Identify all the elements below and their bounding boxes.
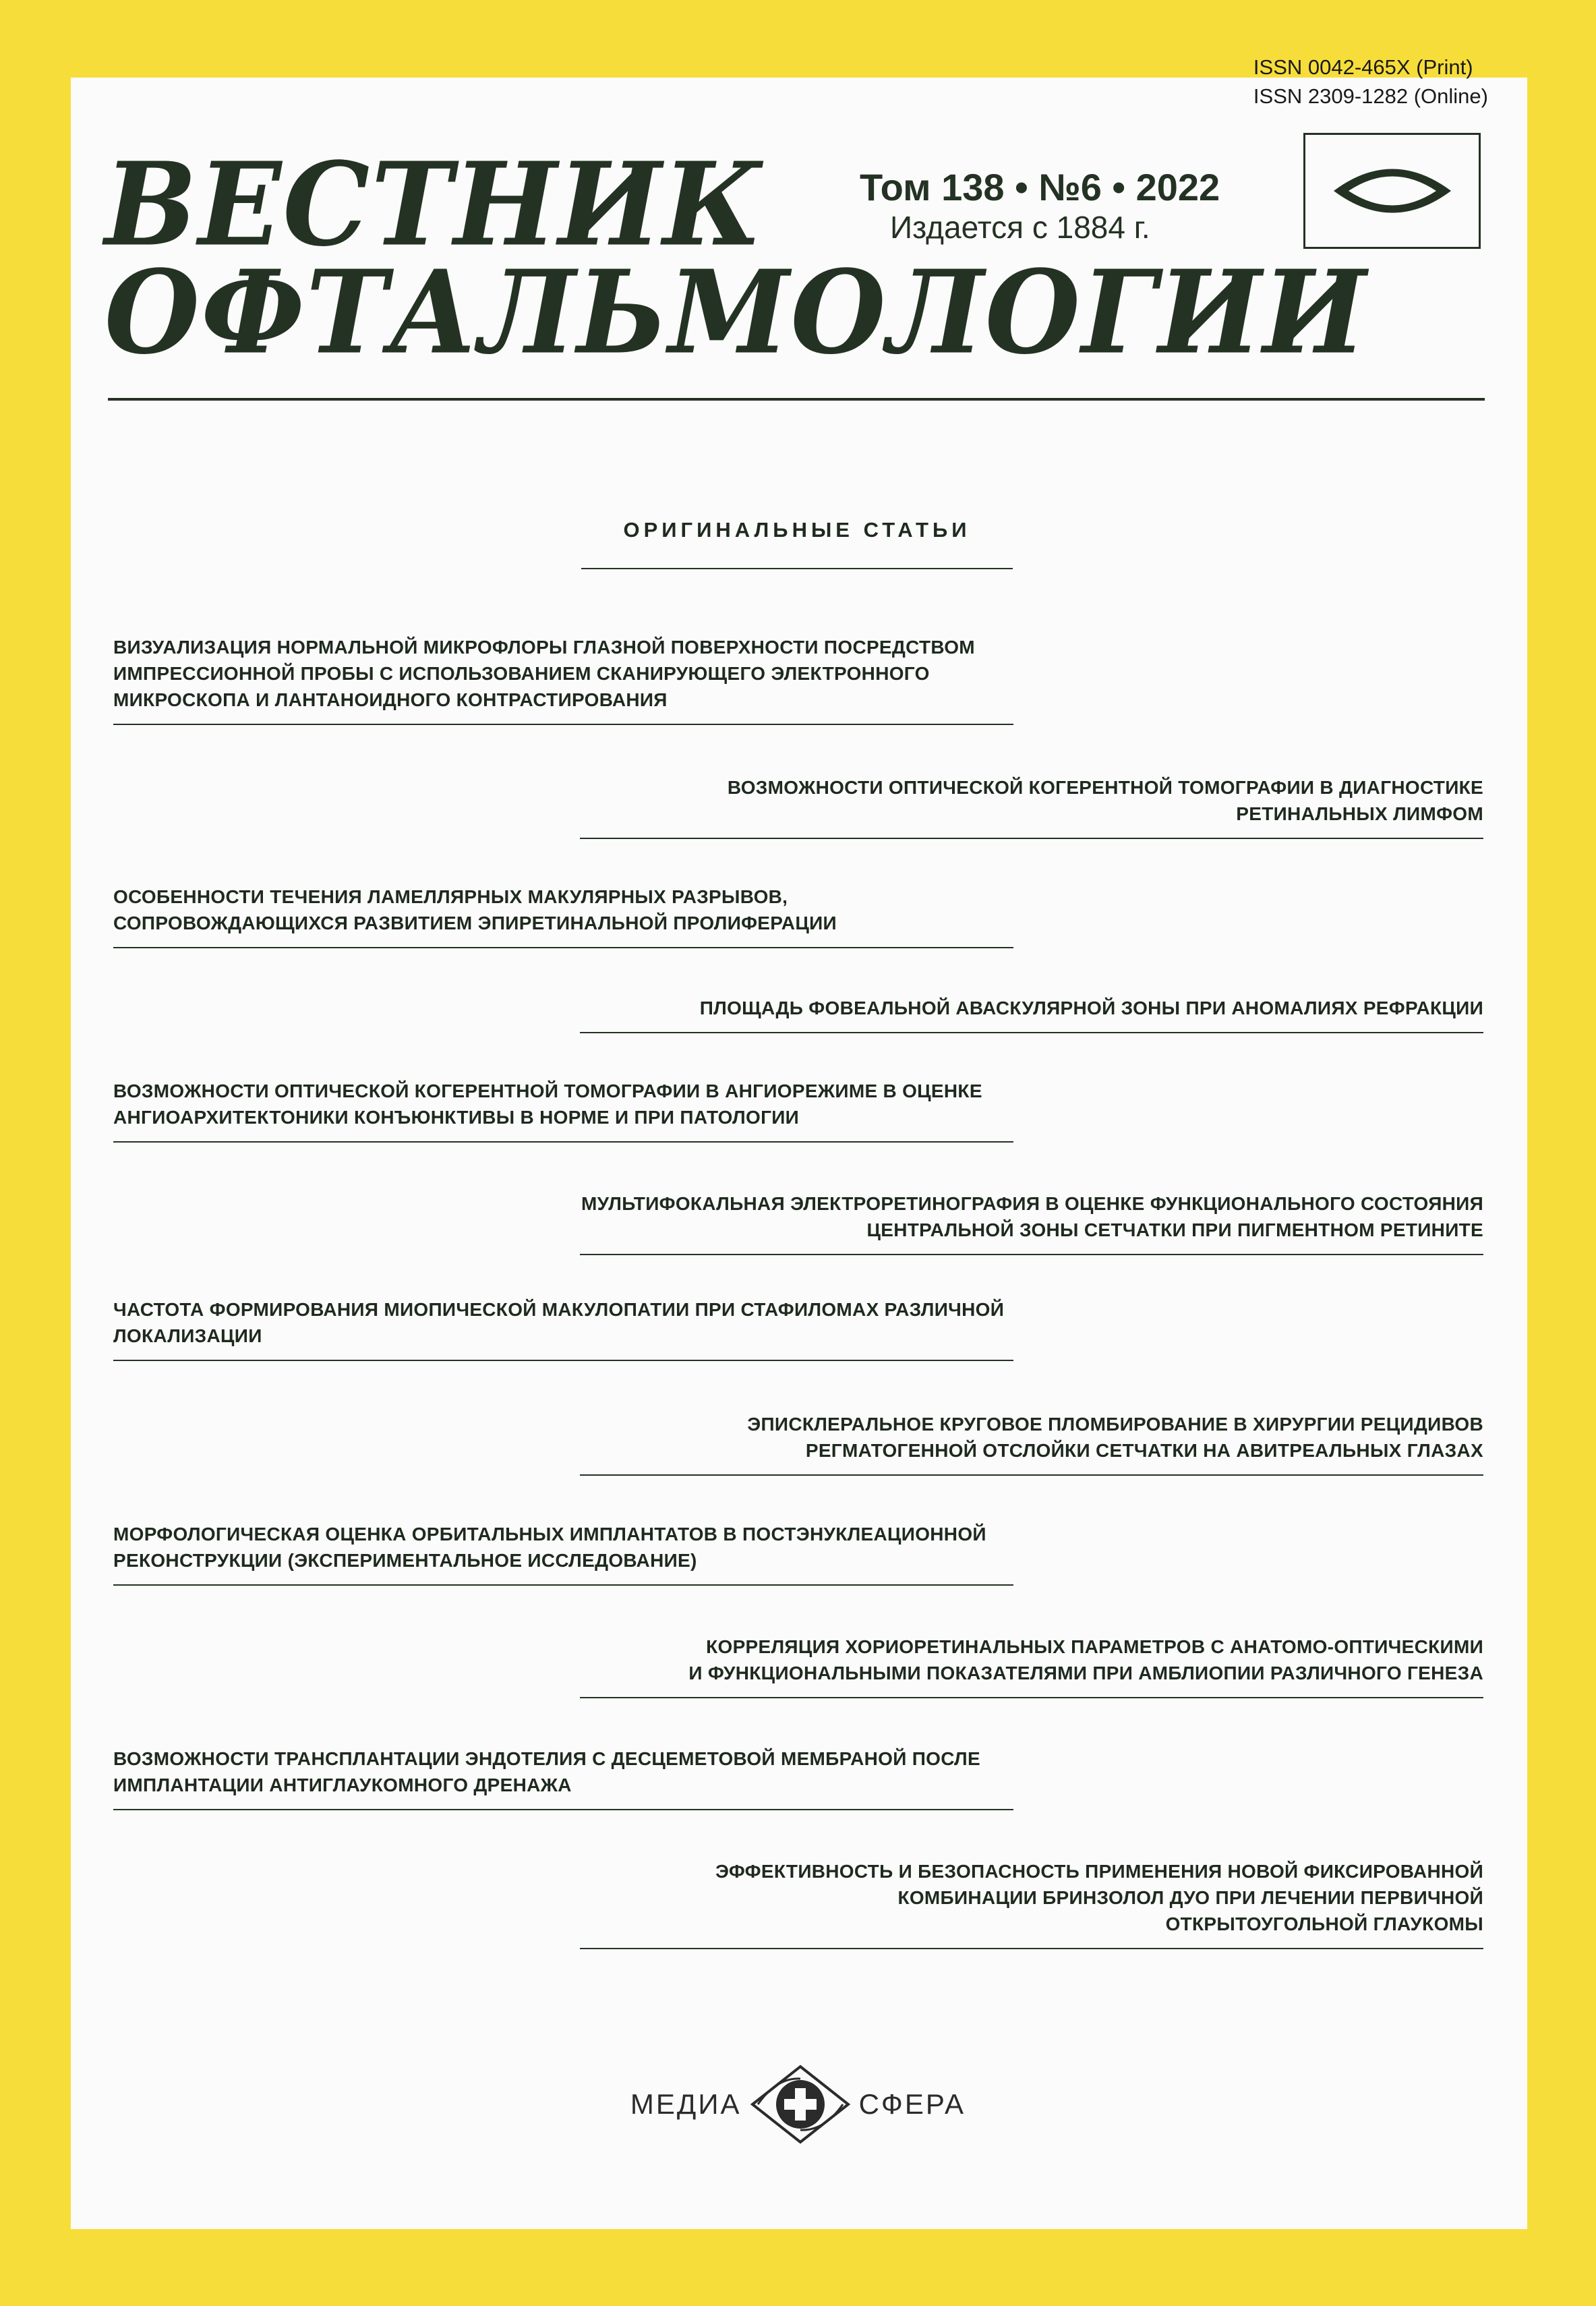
- article-title-line: СОПРОВОЖДАЮЩИХСЯ РАЗВИТИЕМ ЭПИРЕТИНАЛЬНОЙ ПРОЛИФЕРАЦИИ: [113, 913, 837, 933]
- article-entry: [580, 1411, 1483, 1464]
- article-title-line: КОРРЕЛЯЦИЯ ХОРИОРЕТИНАЛЬНЫХ ПАРАМЕТРОВ С АНАТОМО-ОПТИЧЕСКИМИ: [706, 1636, 1483, 1657]
- article-entry: [113, 1521, 1017, 1574]
- article-title-line: ЭПИСКЛЕРАЛЬНОЕ КРУГОВОЕ ПЛОМБИРОВАНИЕ В ХИРУРГИИ РЕЦИДИВОВ: [747, 1414, 1483, 1435]
- publisher-emblem-icon: [750, 2064, 851, 2145]
- article-rule: [580, 1948, 1483, 1949]
- article-title-line: МИКРОСКОПА И ЛАНТАНОИДНОГО КОНТРАСТИРОВАНИЯ: [113, 689, 668, 710]
- article-entry: [580, 1858, 1483, 1937]
- article-title-line: РЕКОНСТРУКЦИИ (ЭКСПЕРИМЕНТАЛЬНОЕ ИССЛЕДОВАНИЕ): [113, 1550, 697, 1571]
- article-rule: [580, 1474, 1483, 1476]
- article-title-line: ИМПЛАНТАЦИИ АНТИГЛАУКОМНОГО ДРЕНАЖА: [113, 1775, 572, 1795]
- article-title-line: ОСОБЕННОСТИ ТЕЧЕНИЯ ЛАМЕЛЛЯРНЫХ МАКУЛЯРНЫХ РАЗРЫВОВ,: [113, 886, 788, 907]
- article-title-line: ВОЗМОЖНОСТИ ОПТИЧЕСКОЙ КОГЕРЕНТНОЙ ТОМОГРАФИИ В АНГИОРЕЖИМЕ В ОЦЕНКЕ: [113, 1080, 982, 1101]
- article-title-line: ВОЗМОЖНОСТИ ОПТИЧЕСКОЙ КОГЕРЕНТНОЙ ТОМОГРАФИИ В ДИАГНОСТИКЕ: [727, 777, 1483, 798]
- article-rule: [580, 1032, 1483, 1033]
- article-rule: [580, 838, 1483, 839]
- article-entry: [580, 1190, 1483, 1243]
- article-entry: [580, 774, 1483, 827]
- article-entry: [113, 884, 1017, 936]
- eye-logo: [1303, 133, 1481, 249]
- volume-issue: Том 138 • №6 • 2022: [860, 166, 1220, 208]
- article-title-line: ВОЗМОЖНОСТИ ТРАНСПЛАНТАЦИИ ЭНДОТЕЛИЯ С ДЕСЦЕМЕТОВОЙ МЕМБРАНОЙ ПОСЛЕ: [113, 1748, 980, 1769]
- publisher-logo: [0, 2064, 1596, 2145]
- masthead-line-2: ОФТАЛЬМОЛОГИИ: [105, 246, 1368, 380]
- article-title-line: РЕТИНАЛЬНЫХ ЛИМФОМ: [1236, 803, 1483, 824]
- section-title-rule: [581, 568, 1013, 569]
- publisher-left: МЕДИА: [630, 2088, 742, 2120]
- article-entry: [113, 1746, 1017, 1798]
- article-rule: [113, 947, 1013, 948]
- masthead-line-1: ВЕСТНИК: [105, 138, 764, 272]
- article-rule: [113, 1141, 1013, 1143]
- section-title: ОРИГИНАЛЬНЫЕ СТАТЬИ: [623, 518, 971, 542]
- article-title-line: ЛОКАЛИЗАЦИИ: [113, 1325, 262, 1346]
- issn-online: ISSN 2309-1282 (Online): [1253, 84, 1488, 108]
- article-title-line: ИМПРЕССИОННОЙ ПРОБЫ С ИСПОЛЬЗОВАНИЕМ СКАНИРУЮЩЕГО ЭЛЕКТРОННОГО: [113, 663, 930, 684]
- article-rule: [113, 1809, 1013, 1810]
- issn-print: ISSN 0042-465X (Print): [1253, 55, 1473, 79]
- issn-block: [1253, 53, 1488, 111]
- article-title-line: АНГИОАРХИТЕКТОНИКИ КОНЪЮНКТИВЫ В НОРМЕ И ПРИ ПАТОЛОГИИ: [113, 1107, 800, 1128]
- eye-icon: [1328, 154, 1456, 228]
- article-title-line: ЭФФЕКТИВНОСТЬ И БЕЗОПАСНОСТЬ ПРИМЕНЕНИЯ НОВОЙ ФИКСИРОВАННОЙ: [715, 1861, 1483, 1882]
- article-title-line: ВИЗУАЛИЗАЦИЯ НОРМАЛЬНОЙ МИКРОФЛОРЫ ГЛАЗНОЙ ПОВЕРХНОСТИ ПОСРЕДСТВОМ: [113, 637, 975, 658]
- article-entry: [113, 1296, 1017, 1349]
- article-title-line: РЕГМАТОГЕННОЙ ОТСЛОЙКИ СЕТЧАТКИ НА АВИТРЕАЛЬНЫХ ГЛАЗАХ: [805, 1440, 1483, 1461]
- article-title-line: И ФУНКЦИОНАЛЬНЫМИ ПОКАЗАТЕЛЯМИ ПРИ АМБЛИОПИИ РАЗЛИЧНОГО ГЕНЕЗА: [688, 1663, 1483, 1683]
- article-rule: [113, 1584, 1013, 1586]
- article-title-line: ПЛОЩАДЬ ФОВЕАЛЬНОЙ АВАСКУЛЯРНОЙ ЗОНЫ ПРИ АНОМАЛИЯХ РЕФРАКЦИИ: [699, 998, 1483, 1018]
- published-since: Издается с 1884 г.: [890, 210, 1150, 245]
- article-rule: [113, 724, 1013, 725]
- masthead-rule: [108, 398, 1485, 401]
- article-rule: [580, 1697, 1483, 1698]
- article-entry: [580, 995, 1483, 1021]
- article-title-line: ЦЕНТРАЛЬНОЙ ЗОНЫ СЕТЧАТКИ ПРИ ПИГМЕНТНОМ РЕТИНИТЕ: [866, 1219, 1483, 1240]
- article-rule: [113, 1360, 1013, 1361]
- article-entry: [580, 1634, 1483, 1686]
- article-title-line: ОТКРЫТОУГОЛЬНОЙ ГЛАУКОМЫ: [1165, 1913, 1483, 1934]
- publisher-right: СФЕРА: [858, 2088, 966, 2120]
- article-title-line: ЧАСТОТА ФОРМИРОВАНИЯ МИОПИЧЕСКОЙ МАКУЛОПАТИИ ПРИ СТАФИЛОМАХ РАЗЛИЧНОЙ: [113, 1299, 1005, 1320]
- article-entry: [113, 1078, 1017, 1130]
- article-title-line: КОМБИНАЦИИ БРИНЗОЛОЛ ДУО ПРИ ЛЕЧЕНИИ ПЕРВИЧНОЙ: [897, 1887, 1483, 1908]
- article-rule: [580, 1254, 1483, 1255]
- article-entry: [113, 634, 1017, 713]
- article-title-line: МУЛЬТИФОКАЛЬНАЯ ЭЛЕКТРОРЕТИНОГРАФИЯ В ОЦЕНКЕ ФУНКЦИОНАЛЬНОГО СОСТОЯНИЯ: [581, 1193, 1483, 1214]
- article-title-line: МОРФОЛОГИЧЕСКАЯ ОЦЕНКА ОРБИТАЛЬНЫХ ИМПЛАНТАТОВ В ПОСТЭНУКЛЕАЦИОННОЙ: [113, 1524, 986, 1545]
